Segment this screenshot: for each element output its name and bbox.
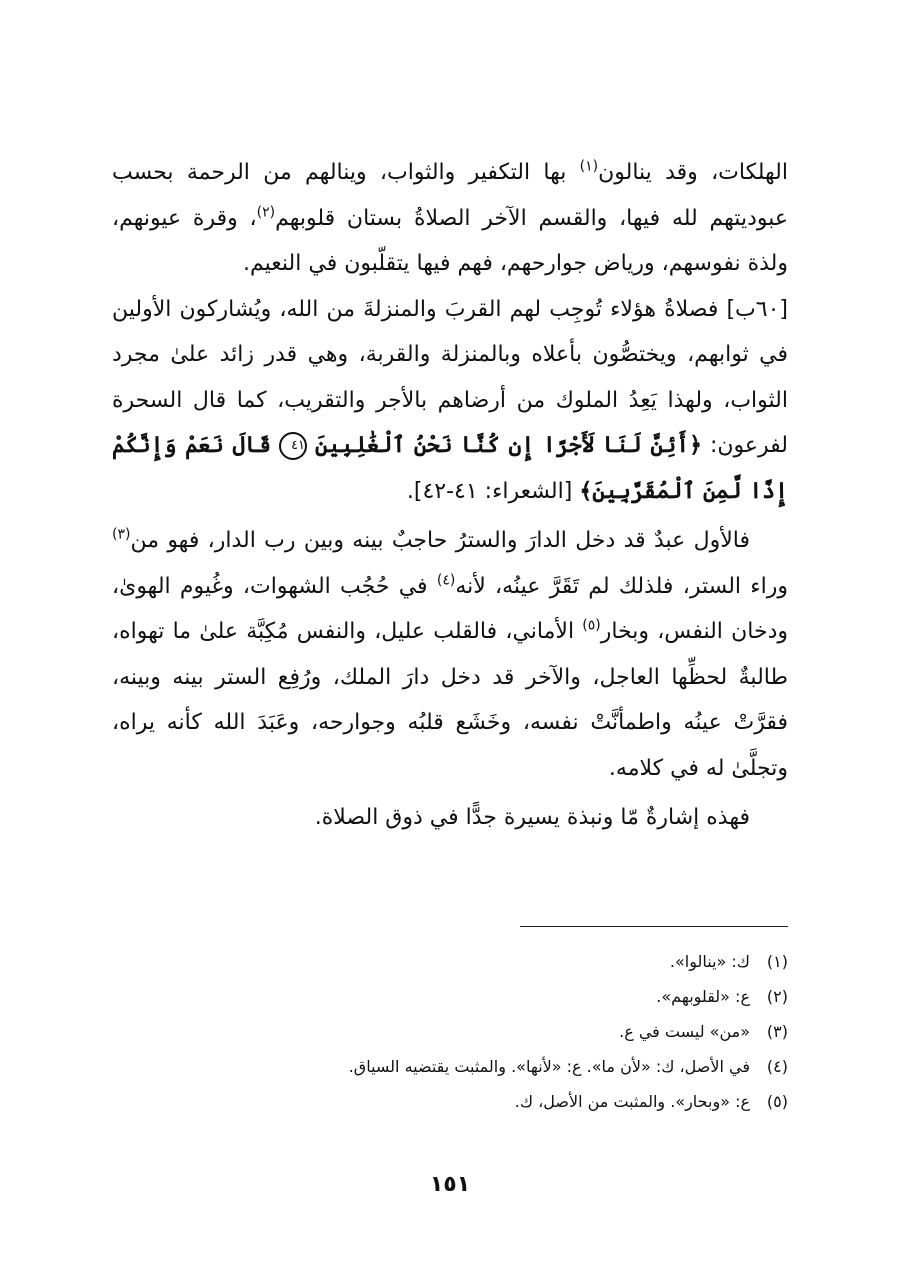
quran-verse-part-1: ﴿أَئِنَّ لَنَا لَأَجْرًا إِن كُنَّا نَحْنُ ٱلْغَٰلِبِينَ [315, 432, 702, 458]
footnote-text: ع: «لقلوبهم». [656, 987, 750, 1006]
footnote-ref-1[interactable]: (١) [579, 158, 599, 175]
quran-verse-part-2: قَالَ نَعَمْ وَإِنَّكُمْ إِذًا لَّمِنَ ٱلْمُقَرَّبِينَ﴾ [112, 432, 788, 504]
text-run: [٦٠ب] فصلاةُ هؤلاء تُوجِب لهم القربَ والمنزلةَ من الله، ويُشاركون الأولين في ثوابهم، ويختصُّون بأعلاه وبالمنزلة والقربة، وهي قدر زائد علىٰ مجرد الثواب، ولهذا يَعِدُ الملوك من أرضاهم بالأجر والتقريب، كما قال السحرة لفرعون: [112, 296, 788, 458]
footnote-number: (٥) [766, 1092, 788, 1111]
text-run: الهلكات، وقد ينالون [598, 160, 788, 185]
footnotes [112, 944, 788, 1119]
footnote-text: ك: «ينالوا». [669, 952, 750, 971]
verse-citation: [الشعراء: ٤١-٤٢]. [406, 478, 573, 504]
footnote-ref-2[interactable]: (٢) [256, 204, 276, 221]
text-run: الأماني، فالقلب عليل، والنفس مُكِبَّة علىٰ ما تهواه، طالبةٌ لحظِّها العاجل، والآخر قد دخل دارَ الملك، ورُفِع الستر بينه وبينه، فقرَّتْ عينُه واطمأنَّتْ نفسه، وخَشَع قلبُه وجوارحه، وعَبَدَ الله كأنه يراه، وتجلَّىٰ له في كلامه. [112, 619, 788, 781]
footnote-number: (٢) [766, 987, 788, 1006]
text-run: وراء الستر، فلذلك لم تَقَرَّ عينُه، لأنه [455, 573, 788, 599]
paragraph-4 [112, 795, 788, 841]
footnote-text: «من» ليست في ع. [619, 1022, 750, 1041]
footnote-ref-3[interactable]: (٣) [112, 526, 131, 543]
text-run: بها التكفير والثواب، وينالهم من الرحمة بحسب عبوديتهم لله فيها، والقسم الآخر الصلاةُ بستان قلوبهم [112, 160, 788, 231]
text-run: ، وقرة عيونهم، ولذة نفوسهم، ورياض جوارحهم، فهم فيها يتقلّبون في النعيم. [112, 205, 788, 276]
footnote-4 [112, 1049, 788, 1084]
footnote-1 [112, 944, 788, 979]
footnote-2 [112, 979, 788, 1014]
footnote-separator [520, 926, 788, 927]
footnote-number: (٣) [766, 1022, 788, 1041]
footnote-text: ع: «وبحار». والمثبت من الأصل، ك. [514, 1092, 750, 1111]
footnote-3 [112, 1014, 788, 1049]
footnote-ref-4[interactable]: (٤) [436, 572, 456, 589]
footnote-ref-5[interactable]: (٥) [582, 617, 601, 634]
footnote-number: (٤) [766, 1057, 788, 1076]
text-run: فالأول عبدٌ قد دخل الدارَ والسترُ حاجبٌ بينه وبين رب الدار، فهو من [130, 528, 750, 553]
paragraph-2 [112, 287, 788, 515]
ayah-number-mark: ٤١ [279, 432, 307, 460]
footnote-text: في الأصل، ك: «لأن ما». ع: «لأنها». والمثبت يقتضيه السياق. [348, 1057, 750, 1076]
paragraph-3 [112, 518, 788, 791]
main-text [112, 150, 788, 841]
page-number: ١٥١ [429, 1172, 471, 1197]
footnote-number: (١) [766, 952, 788, 971]
footnote-5 [112, 1084, 788, 1119]
paragraph-1 [112, 150, 788, 287]
text-run: في حُجُب الشهوات، وغُيوم الهوىٰ، ودخان النفس، وبخار [112, 573, 788, 644]
text-run: فهذه إشارةٌ مّا ونبذة يسيرة جدًّا في ذوق الصلاة. [314, 805, 750, 830]
